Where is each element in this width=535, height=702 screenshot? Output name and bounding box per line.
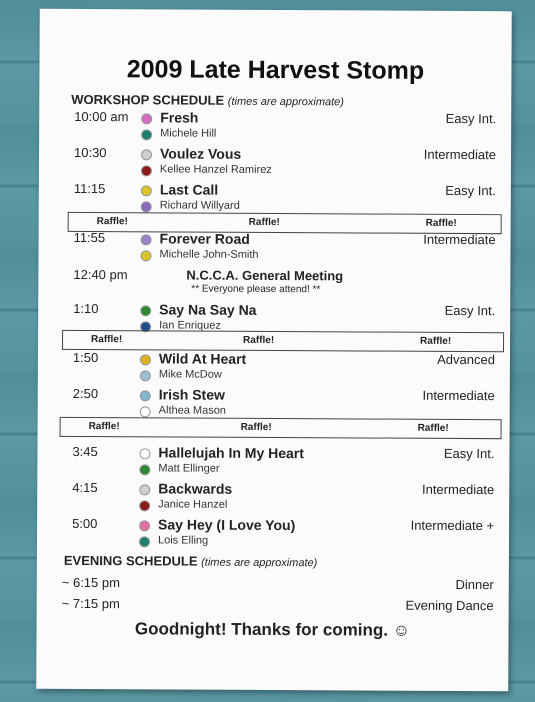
raffle-label: Raffle!: [417, 422, 449, 434]
color-dot-icon: [140, 305, 151, 316]
dance-time: 11:55: [73, 229, 106, 246]
color-dot-icon: [139, 464, 150, 475]
choreographer-name: Matt Ellinger: [158, 462, 220, 475]
dance-level: Intermediate: [422, 387, 495, 404]
dance-level: Intermediate: [423, 146, 497, 163]
color-dot-icon: [140, 370, 151, 381]
choreographer-name: Ian Enriquez: [159, 319, 221, 332]
workshop-heading-label: WORKSHOP SCHEDULE: [71, 91, 225, 108]
meeting-time: 12:40 pm: [73, 266, 128, 283]
dance-time: 10:30: [73, 144, 107, 161]
dance-row: [38, 230, 510, 266]
color-dot-icon: [139, 448, 150, 459]
choreographer-name: Michele Hill: [160, 127, 217, 140]
color-dot-icon: [139, 536, 150, 547]
dance-row: [37, 444, 509, 480]
color-dot-icon: [141, 113, 152, 124]
choreographer-name: Janice Hanzel: [158, 498, 228, 511]
raffle-label: Raffle!: [425, 217, 457, 229]
schedule-flyer: [36, 9, 512, 691]
raffle-banner: [62, 330, 504, 352]
color-dot-icon: [140, 390, 151, 401]
color-dot-icon: [141, 129, 152, 140]
workshop-heading-note: (times are approximate): [227, 95, 345, 109]
choreographer-name: Richard Willyard: [159, 199, 240, 212]
dance-level: Easy Int.: [445, 110, 497, 127]
choreographer-name: Althea Mason: [158, 404, 226, 417]
dance-time: 2:50: [72, 385, 99, 402]
workshop-heading: [71, 92, 344, 108]
dance-title: Irish Stew: [158, 386, 225, 403]
evening-event: Evening Dance: [405, 597, 494, 614]
dance-time: 3:45: [72, 443, 98, 460]
color-dot-icon: [140, 354, 151, 365]
dance-row: [38, 350, 510, 386]
choreographer-name: Kellee Hanzel Ramirez: [159, 163, 272, 176]
choreographer-name: Michelle John-Smith: [159, 248, 259, 261]
color-dot-icon: [140, 250, 151, 261]
raffle-banner: [60, 417, 502, 439]
color-dot-icon: [141, 165, 152, 176]
color-dot-icon: [140, 406, 151, 417]
meeting-note: ** Everyone please attend! **: [191, 283, 321, 296]
dance-time: 1:10: [73, 300, 99, 317]
dance-title: Backwards: [158, 480, 233, 497]
dance-time: 10:00 am: [74, 108, 129, 125]
dance-time: 1:50: [72, 349, 99, 366]
color-dot-icon: [141, 201, 152, 212]
closing-message: Goodnight! Thanks for coming. ☺: [134, 619, 411, 640]
dance-title: Voulez Vous: [159, 145, 242, 162]
dance-level: Easy Int.: [443, 445, 495, 462]
dance-level: Intermediate +: [410, 517, 495, 534]
dance-row: [39, 109, 511, 145]
dance-level: Intermediate: [421, 481, 495, 498]
raffle-label: Raffle!: [243, 334, 275, 347]
dance-row: [37, 480, 509, 516]
evening-time: ~ 7:15 pm: [61, 595, 120, 612]
dance-title: Say Na Say Na: [159, 301, 257, 318]
dance-title: Wild At Heart: [158, 350, 247, 367]
dance-level: Intermediate: [423, 231, 496, 248]
raffle-banner: [68, 212, 502, 234]
evening-time: ~ 6:15 pm: [61, 574, 121, 591]
dance-title: Last Call: [159, 181, 219, 198]
raffle-label: Raffle!: [91, 334, 123, 346]
color-dot-icon: [139, 484, 150, 495]
evening-event: Dinner: [455, 576, 494, 593]
dance-row: [37, 516, 509, 552]
dance-time: 5:00: [72, 515, 98, 532]
dance-level: Easy Int.: [445, 182, 496, 199]
dance-row: [39, 145, 511, 181]
color-dot-icon: [139, 500, 150, 511]
dance-time: 11:15: [73, 180, 106, 197]
choreographer-name: Mike McDow: [158, 368, 222, 381]
evening-heading-label: EVENING SCHEDULE: [63, 552, 198, 569]
color-dot-icon: [141, 234, 152, 245]
dance-level: Advanced: [437, 351, 495, 368]
meeting-title: N.C.C.A. General Meeting: [186, 267, 344, 284]
dance-title: Fresh: [160, 109, 199, 126]
dance-time: 4:15: [72, 479, 98, 496]
color-dot-icon: [141, 185, 152, 196]
dance-title: Say Hey (I Love You): [158, 516, 296, 534]
page-title: 2009 Late Harvest Stomp: [126, 55, 425, 85]
dance-level: Easy Int.: [444, 302, 496, 319]
evening-heading-note: (times are approximate): [201, 556, 318, 570]
evening-heading: [64, 553, 317, 569]
dance-title: Forever Road: [159, 230, 250, 247]
raffle-label: Raffle!: [240, 421, 272, 433]
raffle-label: Raffle!: [88, 421, 120, 433]
raffle-label: Raffle!: [248, 216, 280, 229]
color-dot-icon: [139, 520, 150, 531]
dance-title: Hallelujah In My Heart: [158, 444, 304, 462]
raffle-label: Raffle!: [96, 216, 128, 228]
color-dot-icon: [141, 149, 152, 160]
choreographer-name: Lois Elling: [157, 534, 209, 547]
raffle-label: Raffle!: [420, 335, 452, 347]
